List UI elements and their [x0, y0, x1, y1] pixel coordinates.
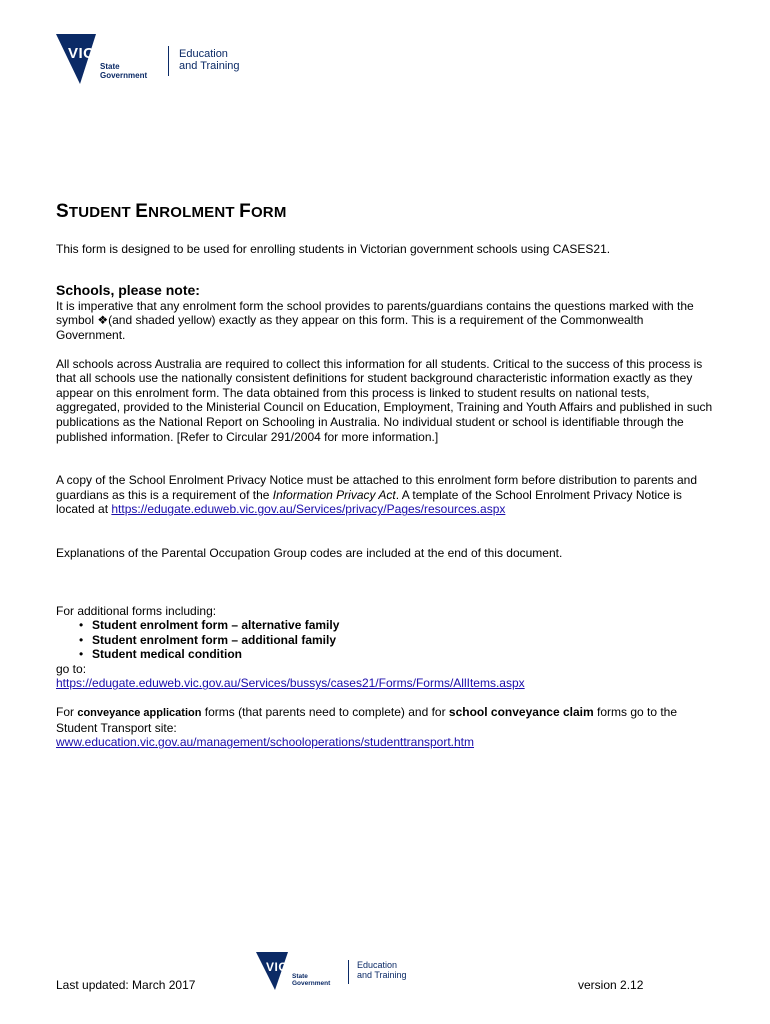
- logo-divider: [168, 46, 169, 76]
- header-logo: [56, 34, 240, 86]
- logo-divider: [348, 960, 349, 984]
- page-title: STUDENT ENROLMENT FORM: [56, 201, 287, 222]
- additional-forms-lead: For additional forms including:: [56, 603, 217, 618]
- conveyance-paragraph: For conveyance application forms (that parents need to complete) and for school conveyance claim forms go to the Student Transport site:: [56, 705, 678, 735]
- privacy-notice-link[interactable]: https://edugate.eduweb.vic.gov.au/Services/privacy/Pages/resources.aspx: [111, 502, 506, 517]
- list-item: • Student medical condition: [92, 647, 716, 662]
- version-label: version 2.12: [578, 978, 644, 992]
- intro-text: This form is designed to be used for enrolling students in Victorian government schools using CASES21.: [56, 241, 611, 256]
- dept-name-footer: [357, 961, 407, 981]
- dept-line-2: and Training: [179, 60, 240, 73]
- list-item: • Student enrolment form – additional family: [92, 633, 716, 648]
- student-transport-link[interactable]: www.education.vic.gov.au/management/schooloperations/studenttransport.htm: [56, 735, 475, 750]
- document-body: [56, 201, 716, 750]
- occupation-note: Explanations of the Parental Occupation Group codes are included at the end of this document.: [56, 545, 563, 560]
- list-item: • Student enrolment form – alternative family: [92, 618, 716, 633]
- logo-sub-government: Government: [100, 71, 148, 80]
- dept-line-1: Education: [179, 48, 228, 60]
- schools-note-heading: Schools, please note:: [56, 282, 200, 299]
- conveyance-claim-term: school conveyance claim: [448, 705, 594, 720]
- dept-line-2: and Training: [357, 969, 407, 980]
- logo-sub-state: State: [100, 62, 120, 71]
- logo-sub-government: Government: [292, 980, 331, 987]
- footer-logo: [256, 952, 407, 992]
- privacy-paragraph: A copy of the School Enrolment Privacy Notice must be attached to this enrolment form before distribution to parents and guardians as this is a requirement of the Information Privacy Act. A template of the School Enrolment Privacy Notice is located at https://edugate.eduweb.vic.gov.au/Services/privacy/Pages/resources.aspx: [56, 473, 698, 517]
- additional-forms-list: [56, 618, 716, 662]
- logo-sub-state: State: [292, 973, 308, 980]
- dept-line-1: Education: [357, 960, 398, 970]
- victoria-logo-footer: [256, 952, 342, 992]
- victoria-logo: [56, 34, 160, 86]
- schools-note-para-2: All schools across Australia are required to collect this information for all students. Critical to the success of this process is that all schools use the nationally consistent definitions for student background characteristic information exactly as they appear on this enrolment form. The data obtained from this process is linked to student results on national tests, aggregated, provided to the Ministerial Council on Education, Employment, Training and Youth Affairs and published in such publications as the National Report on Schooling in Australia. No individual student or school is identifiable through the published information. [Refer to Circular 291/2004 for more information.]: [56, 356, 713, 444]
- schools-note-para-1: It is imperative that any enrolment form the school provides to parents/guardians contains the questions marked with the symbol ❖(and shaded yellow) exactly as they appear on this form. This is a requirement of the Commonwealth Government.: [56, 298, 694, 342]
- privacy-act-name: Information Privacy Act: [272, 487, 396, 502]
- conveyance-application-term: conveyance application: [77, 707, 202, 720]
- last-updated: Last updated: March 2017: [56, 978, 196, 992]
- goto-label: go to:: [56, 661, 87, 676]
- logo-word: VICTORIA: [266, 960, 328, 974]
- cases21-forms-link[interactable]: https://edugate.eduweb.vic.gov.au/Services/bussys/cases21/Forms/Forms/AllItems.aspx: [56, 676, 525, 691]
- dept-name: [179, 48, 240, 72]
- logo-word: VICTORIA: [68, 45, 144, 62]
